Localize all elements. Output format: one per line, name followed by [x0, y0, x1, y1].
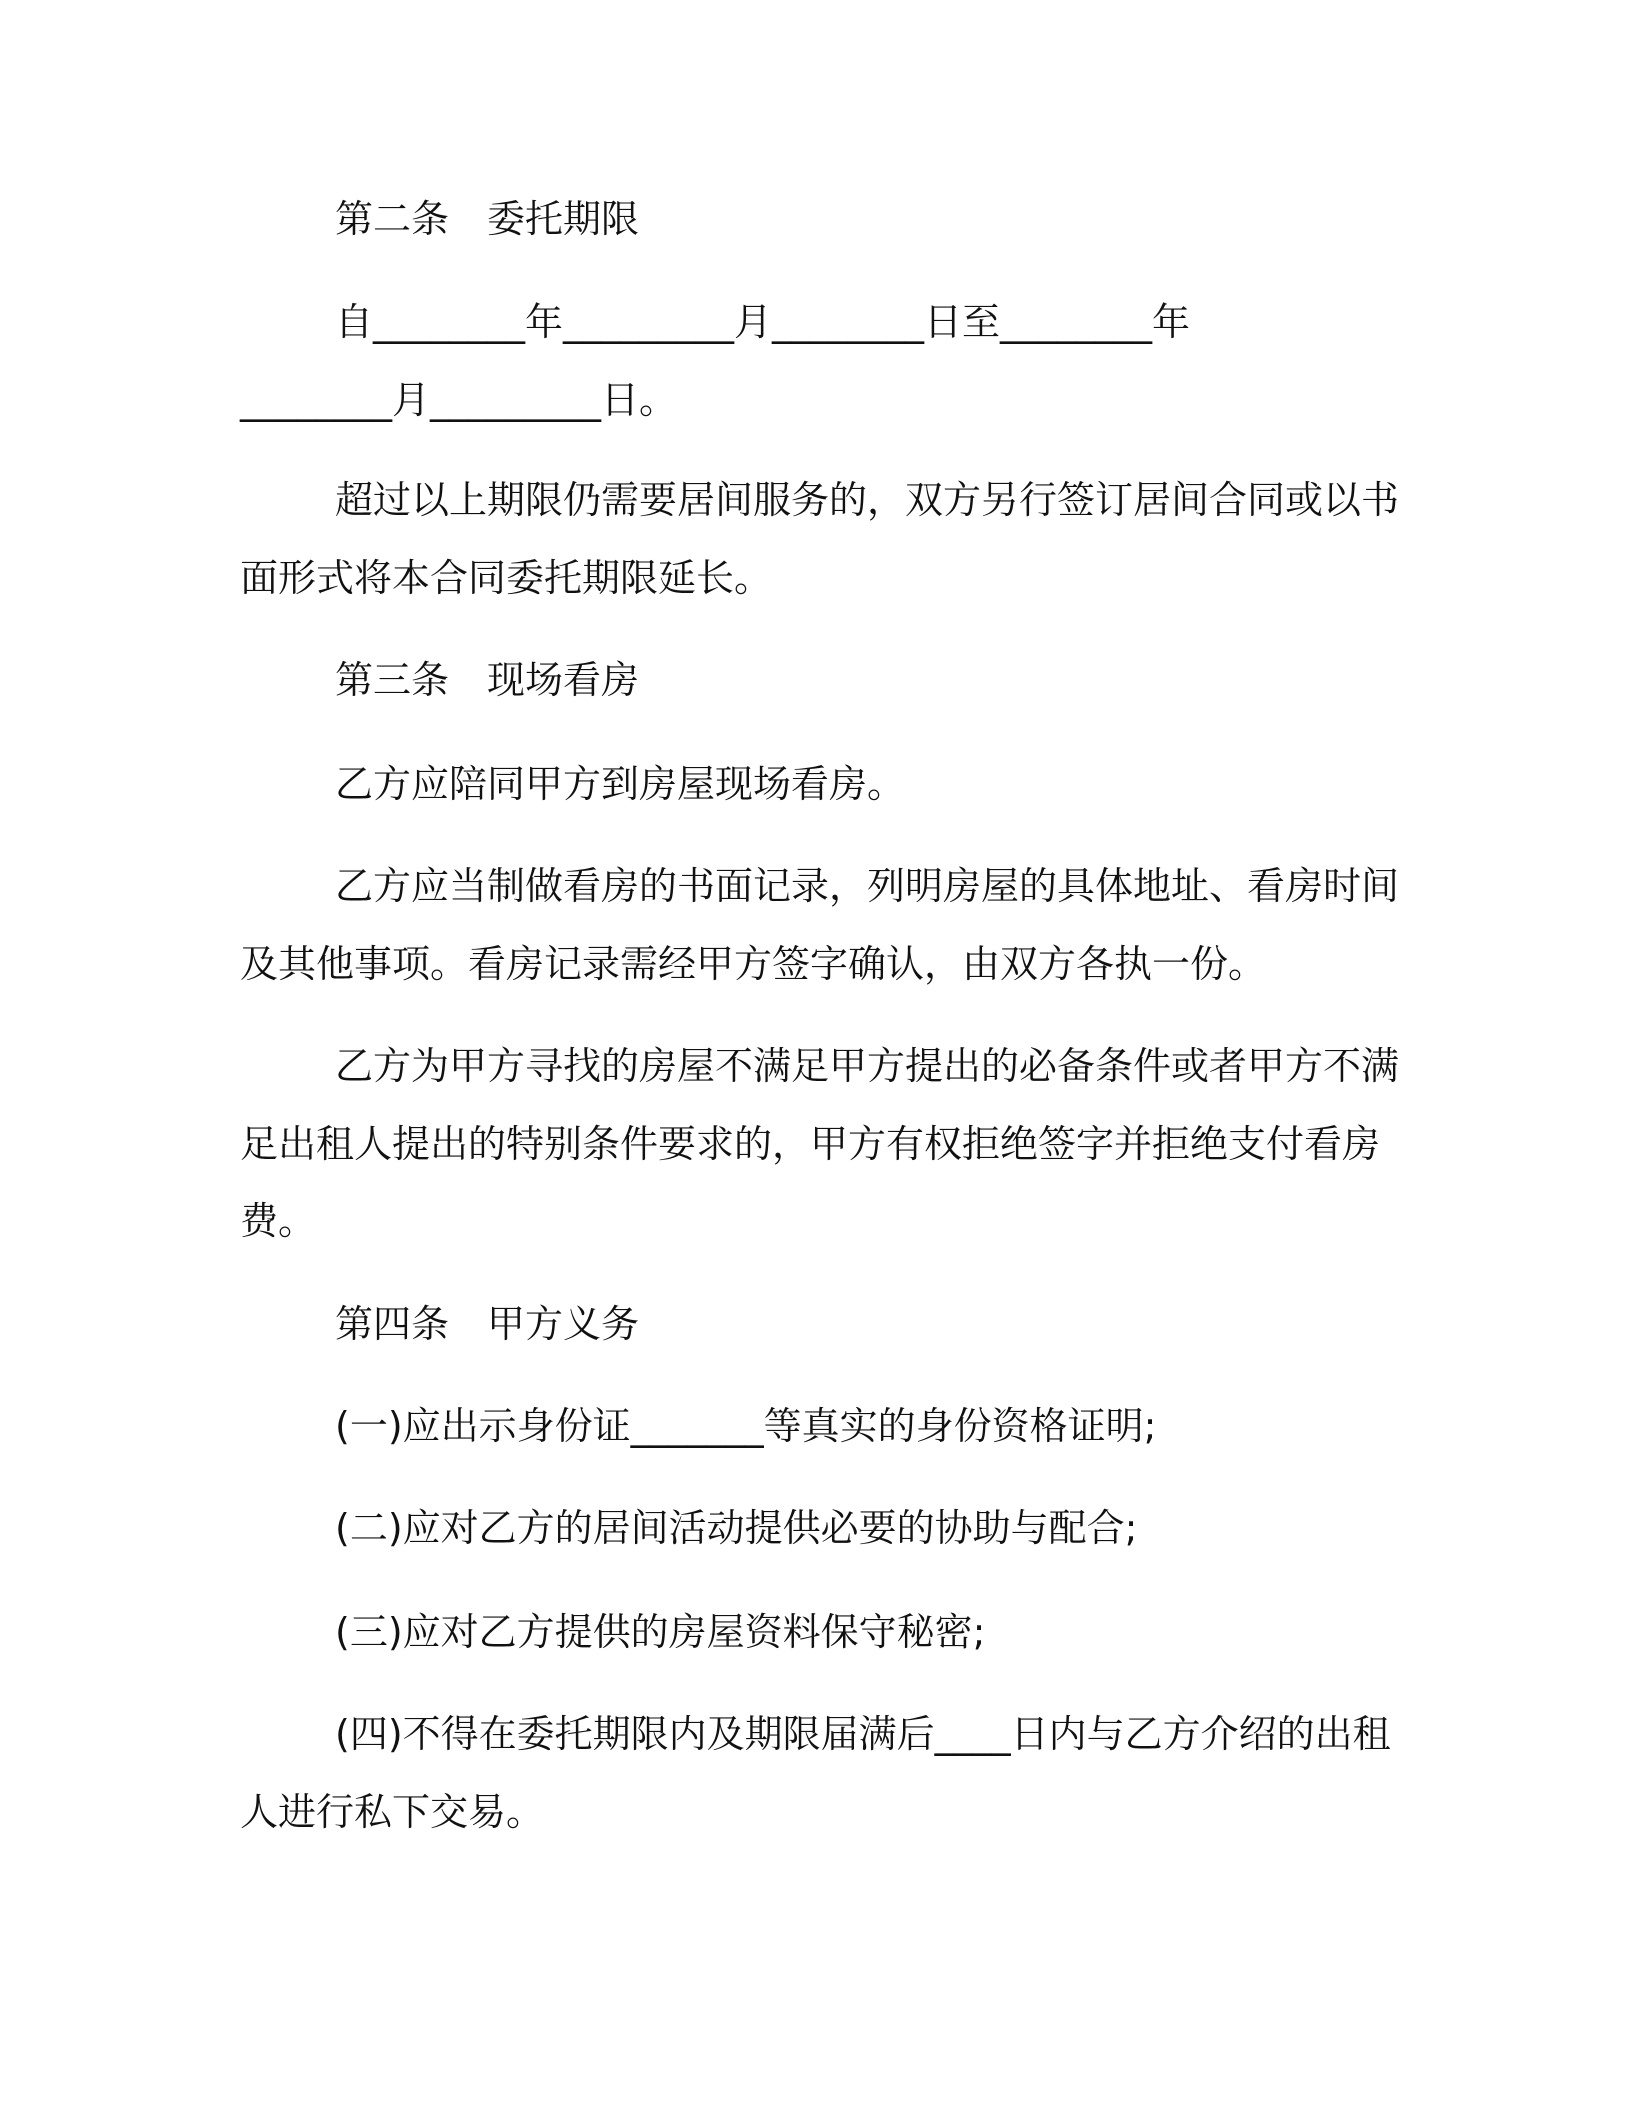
obligation-item-3: (三)应对乙方提供的房屋资料保守秘密;	[335, 1610, 986, 1654]
viewing-paragraph-3-line-1: 乙方为甲方寻找的房屋不满足甲方提出的必备条件或者甲方不满	[335, 1044, 1400, 1088]
article-3-heading: 第三条 现场看房	[335, 658, 640, 702]
obligation-item-4-line-1: (四)不得在委托期限内及期限届满后____日内与乙方介绍的出租	[335, 1712, 1391, 1756]
obligation-item-2: (二)应对乙方的居间活动提供必要的协助与配合;	[335, 1506, 1138, 1550]
extension-paragraph-line-2: 面形式将本合同委托期限延长。	[240, 556, 773, 600]
obligation-item-4-line-2: 人进行私下交易。	[240, 1790, 545, 1834]
viewing-paragraph-2-line-1: 乙方应当制做看房的书面记录，列明房屋的具体地址、看房时间	[335, 864, 1400, 908]
article-2-heading: 第二条 委托期限	[335, 197, 640, 241]
article-4-heading: 第四条 甲方义务	[335, 1302, 640, 1346]
term-dates-line-2: ________月_________日。	[240, 378, 678, 422]
viewing-paragraph-3-line-2: 足出租人提出的特别条件要求的，甲方有权拒绝签字并拒绝支付看房	[240, 1122, 1381, 1166]
term-dates-line-1: 自________年_________月________日至________年	[335, 300, 1191, 344]
viewing-paragraph-1: 乙方应陪同甲方到房屋现场看房。	[335, 762, 906, 806]
viewing-paragraph-2-line-2: 及其他事项。看房记录需经甲方签字确认，由双方各执一份。	[240, 942, 1267, 986]
obligation-item-1: (一)应出示身份证_______等真实的身份资格证明;	[335, 1404, 1157, 1448]
viewing-paragraph-3-line-3: 费。	[240, 1199, 317, 1243]
extension-paragraph-line-1: 超过以上期限仍需要居间服务的，双方另行签订居间合同或以书	[335, 478, 1400, 522]
